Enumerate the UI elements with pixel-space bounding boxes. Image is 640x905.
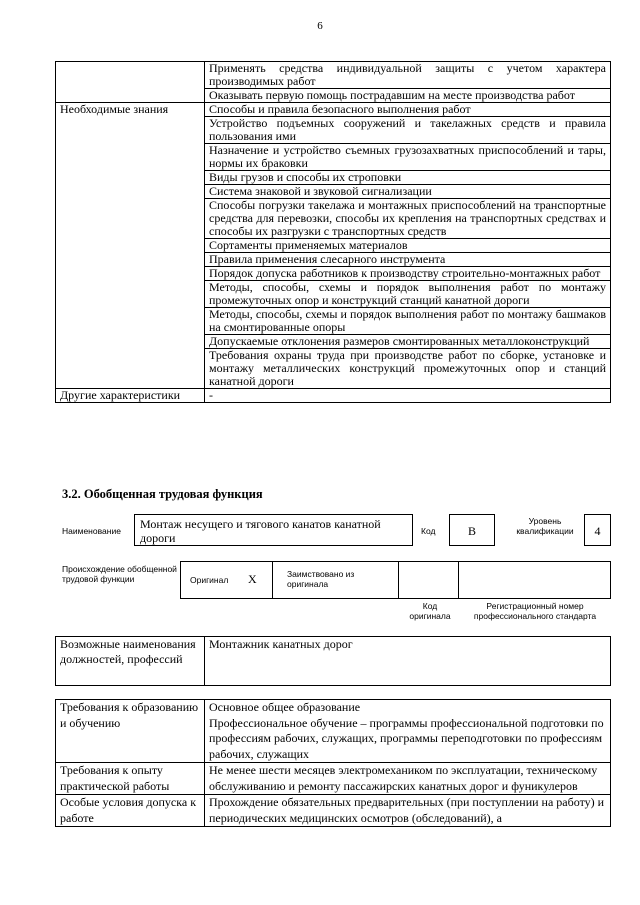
origin-label: Происхождение обобщенной трудовой функции [62, 564, 177, 584]
name-label: Наименование [62, 526, 121, 536]
table-row [56, 389, 611, 403]
requirements-table [55, 699, 611, 827]
table-row [56, 637, 611, 686]
section-title: 3.2. Обобщенная трудовая функция [62, 487, 263, 501]
row-label: Другие характеристики [56, 389, 205, 403]
code-value: B [467, 524, 476, 538]
row-label: Необходимые знания [56, 103, 205, 389]
row-text: Виды грузов и способы их строповки [205, 171, 611, 185]
table-row [56, 700, 611, 763]
table-row [56, 103, 611, 117]
row-text: Способы погрузки такелажа и монтажных приспособлений на транспортные средства для перевозки, способы их крепления на транспортных средствах и способы их разгрузки с транспортных средств [205, 199, 611, 239]
row-text: Применять средства индивидуальной защиты с учетом характера производимых работ [205, 62, 611, 89]
requirement-line: Профессиональное обучение – программы профессиональной подготовки по профессиям рабочих, служащих, программы переподготовки по профессиям рабочих, служащих [209, 715, 604, 761]
skills-knowledge-table [55, 61, 611, 403]
requirement-value [205, 763, 611, 795]
requirement-line: Не менее шести месяцев электромехаником по эксплуатации, техническому обслуживанию и ремонту пассажирских канатных дорог и фуникулеров [209, 763, 598, 793]
level-value-box [584, 514, 611, 546]
page-number: 6 [317, 20, 323, 32]
name-value: Монтаж несущего и тягового канатов канатной дороги [140, 517, 381, 545]
requirement-line: Прохождение обязательных предварительных (при поступлении на работу) и периодических медицинских осмотров (обследований), а [209, 795, 605, 825]
requirement-label: Требования к образованию и обучению [56, 700, 205, 763]
borrowed-label: Заимствовано из оригинала [287, 569, 355, 589]
table-row [56, 795, 611, 827]
table-row [56, 62, 611, 89]
row-text: - [205, 389, 611, 403]
job-titles-table [55, 636, 611, 686]
job-titles-label: Возможные наименования должностей, профессий [56, 637, 205, 686]
origin-divider-1 [272, 561, 273, 599]
row-text: Система знаковой и звуковой сигнализации [205, 185, 611, 199]
row-text: Сортаменты применяемых материалов [205, 239, 611, 253]
row-text: Устройство подъемных сооружений и такелажных средств и правила пользования ими [205, 117, 611, 144]
requirement-label: Особые условия допуска к работе [56, 795, 205, 827]
table-row [56, 763, 611, 795]
requirement-value [205, 700, 611, 763]
row-text: Допускаемые отклонения размеров смонтированных металлоконструкций [205, 335, 611, 349]
row-text: Порядок допуска работников к производству строительно-монтажных работ [205, 267, 611, 281]
row-text: Требования охраны труда при производстве работ по сборке, установке и монтажу металлических конструкций промежуточных опор и станций канатной дороги [205, 349, 611, 389]
origin-divider-2 [398, 561, 399, 599]
row-text: Правила применения слесарного инструмента [205, 253, 611, 267]
original-mark: X [248, 572, 257, 586]
code-label: Код [421, 526, 436, 536]
row-text: Способы и правила безопасного выполнения работ [205, 103, 611, 117]
origin-box [180, 561, 611, 599]
requirement-line: Основное общее образование [209, 700, 361, 714]
name-value-box [134, 514, 413, 546]
row-text: Методы, способы, схемы и порядок выполнения работ по монтажу промежуточных опор и конструкций станций канатной дороги [205, 281, 611, 308]
level-value: 4 [594, 524, 601, 538]
level-label: Уровень квалификации [516, 516, 574, 536]
original-label: Оригинал [190, 575, 229, 585]
row-label [56, 62, 205, 103]
reg-number-label: Регистрационный номер профессионального стандарта [473, 601, 597, 621]
code-value-box [449, 514, 495, 546]
job-titles-value: Монтажник канатных дорог [205, 637, 611, 686]
origin-divider-3 [458, 561, 459, 599]
requirement-value [205, 795, 611, 827]
row-text: Методы, способы, схемы и порядок выполнения работ по монтажу башмаков на смонтированные опоры [205, 308, 611, 335]
code-original-label: Код оригинала [409, 601, 451, 621]
row-text: Назначение и устройство съемных грузозахватных приспособлений и тары, нормы их браковки [205, 144, 611, 171]
requirement-label: Требования к опыту практической работы [56, 763, 205, 795]
row-text: Оказывать первую помощь пострадавшим на месте производства работ [205, 89, 611, 103]
